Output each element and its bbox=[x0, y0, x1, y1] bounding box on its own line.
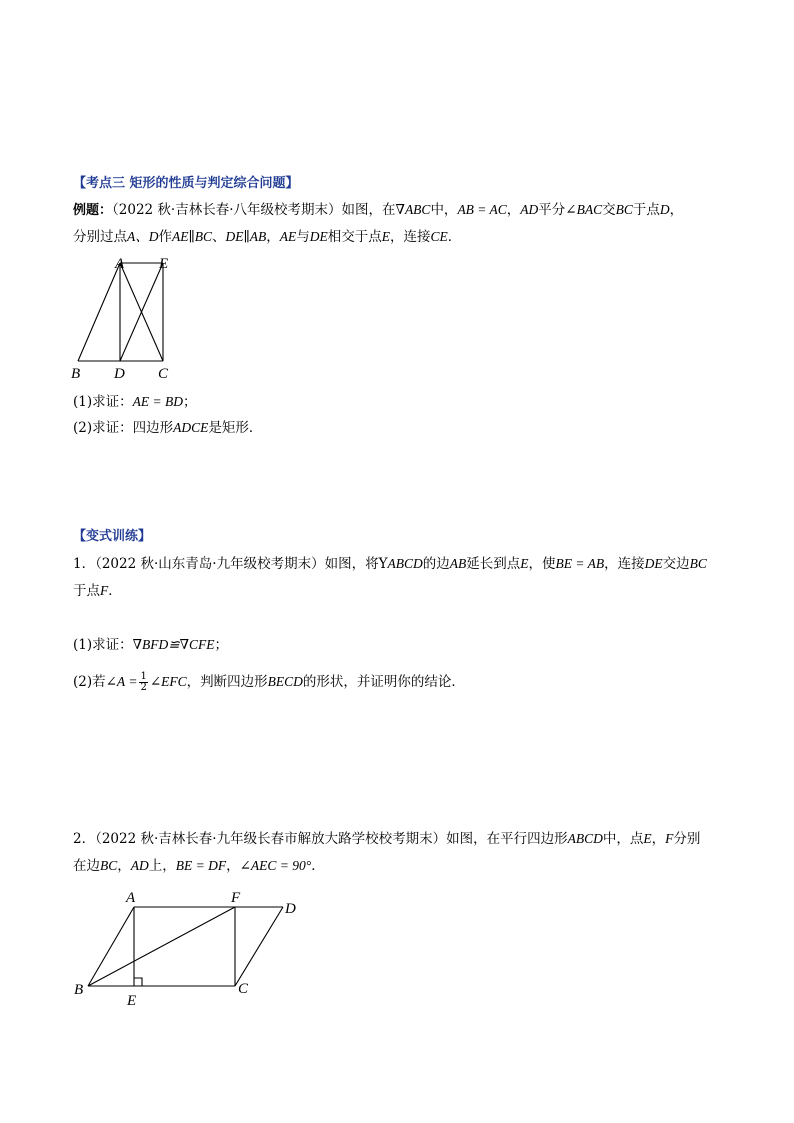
angle-a: ∠A = bbox=[105, 674, 138, 689]
label-e: E bbox=[127, 993, 137, 1009]
expr-angle-aec: ∠AEC = 90° bbox=[239, 858, 312, 873]
comma: ， bbox=[651, 831, 666, 847]
p1-q1-end: ； bbox=[214, 637, 229, 653]
triangle-abc: ABC bbox=[404, 202, 431, 217]
period: ． bbox=[447, 229, 462, 245]
point-e: E bbox=[643, 831, 652, 846]
problem-2-line-1 bbox=[73, 832, 733, 847]
text-jiaobian: 交边 bbox=[662, 556, 690, 572]
problem-1-line-1 bbox=[73, 557, 733, 572]
text-xiangjiao: 相交于点 bbox=[327, 229, 382, 245]
problem-1-line-2 bbox=[73, 584, 733, 599]
seg-bc: BC bbox=[689, 556, 707, 571]
text-shang: 上， bbox=[148, 858, 176, 874]
angle-efc: ∠EFC bbox=[149, 674, 187, 689]
p2-source: 2．（2022 秋·吉林长春·九年级长春市解放大路学校校考期末）如图，在平行四边形 bbox=[73, 831, 568, 847]
period: ． bbox=[311, 858, 325, 874]
p1-q2-end: 的形状，并证明你的结论． bbox=[302, 674, 465, 690]
text-yudian: 于点 bbox=[632, 202, 660, 218]
q1-expr: AE = BD bbox=[132, 394, 183, 409]
quad-becd: BECD bbox=[267, 674, 303, 689]
text-de-bian: 的边 bbox=[422, 556, 450, 572]
label-a: A bbox=[115, 256, 125, 272]
points-a-d: A、D bbox=[127, 229, 159, 244]
angle-bac: ∠BAC bbox=[565, 202, 603, 217]
text-yanchang: 延长到点 bbox=[466, 556, 521, 572]
triangle-symbol: ∇ bbox=[395, 202, 405, 218]
seg-dc bbox=[235, 907, 283, 986]
seg-bc: BC bbox=[615, 202, 633, 217]
comma: ， bbox=[669, 202, 684, 218]
point-f: F bbox=[100, 583, 109, 598]
text-yudian: 于点 bbox=[73, 583, 100, 599]
label-d: D bbox=[285, 901, 296, 917]
figure-2 bbox=[68, 885, 308, 1010]
p1-q2-mid: ，判断四边形 bbox=[186, 674, 268, 690]
q1-end: ； bbox=[182, 394, 197, 410]
expr-ab-eq-ac: AB = AC bbox=[457, 202, 507, 217]
point-f: F bbox=[665, 831, 674, 846]
text-zuo: 作 bbox=[158, 229, 172, 245]
text-fenbie: 分别 bbox=[673, 831, 701, 847]
label-b: B bbox=[74, 982, 84, 998]
label-d: D bbox=[114, 366, 125, 382]
para-symbol: Y bbox=[378, 556, 388, 572]
seg-ce: CE bbox=[430, 229, 448, 244]
text-shi: ，使 bbox=[528, 556, 556, 572]
variant-header: 【变式训练】 bbox=[73, 529, 152, 544]
text-lianjie: ，连接 bbox=[604, 556, 645, 572]
label-c: C bbox=[158, 366, 169, 382]
text-dun: 、 bbox=[211, 229, 226, 245]
p1-source: 1．（2022 秋·山东青岛·九年级校考期末）如图，将 bbox=[73, 556, 379, 572]
q2-end: 是矩形． bbox=[208, 420, 263, 436]
label-b: B bbox=[71, 366, 81, 382]
seg-bf bbox=[88, 907, 235, 986]
text-zhong: 中， bbox=[430, 202, 458, 218]
q1-label: (1)求证： bbox=[73, 394, 133, 410]
expr-ae-par-bc: AE∥BC bbox=[172, 229, 212, 244]
quad-abcd: ABCD bbox=[387, 556, 423, 571]
fraction-numerator: 1 bbox=[140, 670, 147, 682]
label-e: E bbox=[159, 256, 169, 272]
text-jiao: 交 bbox=[602, 202, 616, 218]
text-yu: 与 bbox=[296, 229, 310, 245]
seg-ad: AD bbox=[520, 202, 539, 217]
seg-ab: AB bbox=[449, 556, 467, 571]
figure-1 bbox=[60, 250, 200, 385]
seg-de: DE bbox=[309, 229, 328, 244]
text-fenbie: 分别过点 bbox=[73, 229, 127, 245]
example-source: （2022 秋·吉林长春·八年级校考期末）如图，在 bbox=[112, 202, 396, 218]
comma: ， bbox=[266, 229, 280, 245]
q2-label: (2)求证：四边形 bbox=[73, 420, 174, 436]
fraction-one-half bbox=[139, 672, 147, 694]
expr-de-par-ab: DE∥AB bbox=[225, 229, 267, 244]
text-zaibian: 在边 bbox=[73, 858, 100, 874]
label-f: F bbox=[231, 890, 241, 906]
q2-quad: ADCE bbox=[173, 420, 209, 435]
label-c: C bbox=[238, 981, 249, 997]
comma: ， bbox=[117, 858, 131, 874]
p1-q2-pre: (2)若 bbox=[73, 674, 106, 690]
quad-abcd: ABCD bbox=[567, 831, 603, 846]
seg-de: DE bbox=[644, 556, 663, 571]
section-header: 【考点三 矩形的性质与判定综合问题】 bbox=[73, 176, 299, 191]
example-line-2 bbox=[73, 230, 733, 245]
expr-be-eq-df: BE = DF bbox=[175, 858, 227, 873]
seg-ab bbox=[78, 263, 120, 361]
problem-1-question-2 bbox=[73, 668, 733, 696]
text-lianjie: ，连接 bbox=[389, 229, 431, 245]
seg-ad: AD bbox=[130, 858, 149, 873]
example-label: 例题： bbox=[73, 203, 113, 218]
expr-be-eq-ab: BE = AB bbox=[555, 556, 605, 571]
text-pingfen: 平分 bbox=[538, 202, 566, 218]
text-zhong: 中，点 bbox=[602, 831, 644, 847]
problem-2-line-2 bbox=[73, 859, 733, 874]
label-a: A bbox=[126, 890, 136, 906]
point-e: E bbox=[381, 229, 390, 244]
seg-bc: BC bbox=[100, 858, 118, 873]
point-e: E bbox=[520, 556, 529, 571]
period: ． bbox=[108, 583, 122, 599]
comma: ， bbox=[226, 858, 240, 874]
question-1 bbox=[73, 395, 733, 410]
fraction-denominator: 2 bbox=[140, 682, 147, 693]
point-d: D bbox=[659, 202, 670, 217]
p1-q1-expr: ∇BFD≌∇CFE bbox=[132, 637, 215, 652]
p1-q1-label: (1)求证： bbox=[73, 637, 133, 653]
problem-1-question-1 bbox=[73, 638, 733, 653]
example-line-1 bbox=[73, 203, 733, 218]
question-2 bbox=[73, 421, 733, 436]
right-angle-mark bbox=[134, 978, 142, 986]
seg-ae: AE bbox=[279, 229, 297, 244]
comma: ， bbox=[506, 202, 521, 218]
